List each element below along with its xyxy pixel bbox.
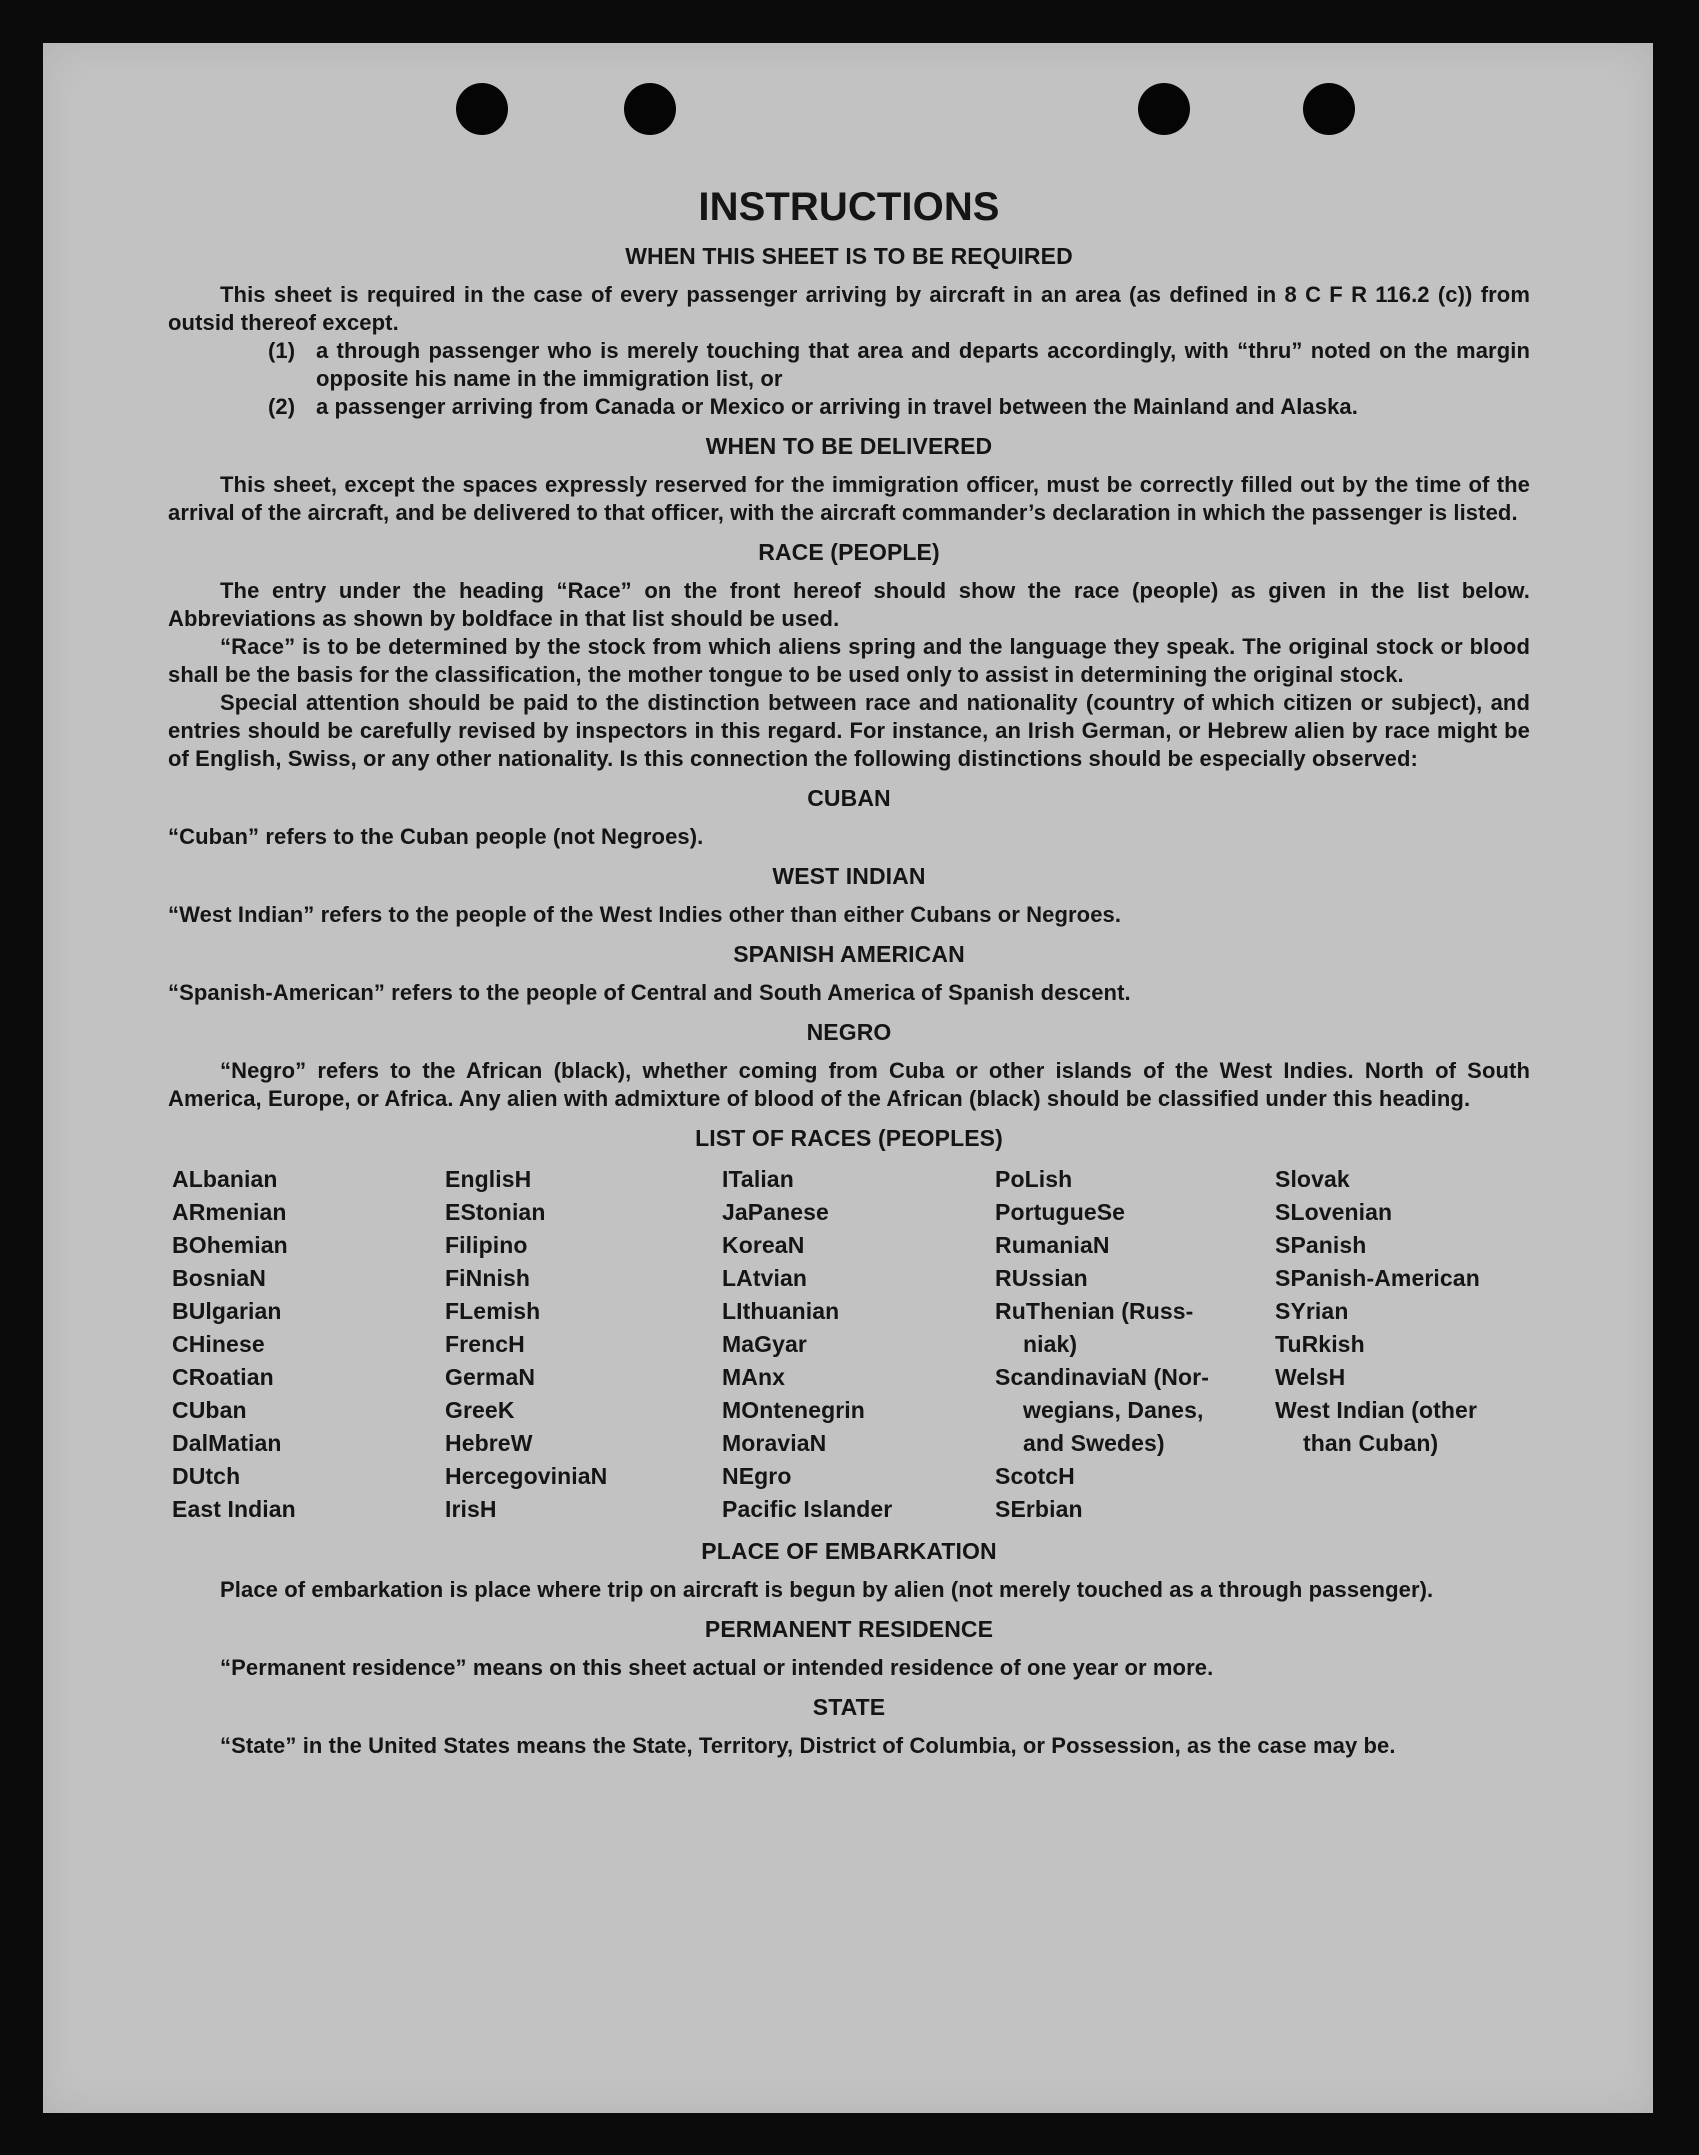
- race-entry: IrisH: [445, 1496, 497, 1522]
- race-entry: niak): [1023, 1331, 1078, 1357]
- races-column: [995, 1163, 1275, 1526]
- when-delivered-text: This sheet, except the spaces expressly reserved for the immigration officer, must be correctly filled out by the time of the arrival of the aircraft, and be delivered to that officer, with the aircraft commander’s declaration in which the passenger is listed.: [168, 472, 1530, 525]
- race-entry: MOntenegrin: [722, 1397, 865, 1423]
- race-entry: ScandinaviaN (Nor-: [995, 1364, 1209, 1390]
- races-column: [722, 1163, 995, 1526]
- race-entry: PortugueSe: [995, 1199, 1126, 1225]
- race-entry: LIthuanian: [722, 1298, 840, 1324]
- heading-when-required: WHEN THIS SHEET IS TO BE REQUIRED: [625, 243, 1073, 269]
- exception-item: [268, 337, 1530, 393]
- race-entry: EnglisH: [445, 1166, 532, 1192]
- heading-when-delivered: WHEN TO BE DELIVERED: [705, 433, 993, 459]
- heading-permanent-residence: PERMANENT RESIDENCE: [704, 1616, 994, 1642]
- race-entry: SYrian: [1275, 1298, 1349, 1324]
- punch-hole: [624, 83, 676, 135]
- race-entry: FLemish: [445, 1298, 541, 1324]
- race-entry: SLovenian: [1275, 1199, 1393, 1225]
- west-indian-text: “West Indian” refers to the people of the West Indies other than either Cubans or Negroes.: [168, 902, 1122, 927]
- race-entry: Filipino: [445, 1232, 528, 1258]
- race-entry: FiNnish: [445, 1265, 531, 1291]
- race-entry: TuRkish: [1275, 1331, 1365, 1357]
- race-entry: PoLish: [995, 1166, 1073, 1192]
- punch-hole: [1303, 83, 1355, 135]
- race-entry: MAnx: [722, 1364, 786, 1390]
- exception-text: a through passenger who is merely touching that area and departs accordingly, with “thru” noted on the margin opposite his name in the immigration list, or: [316, 338, 1530, 391]
- race-entry: East Indian: [172, 1496, 296, 1522]
- race-entry: CUban: [172, 1397, 247, 1423]
- race-entry: DalMatian: [172, 1430, 282, 1456]
- race-entry: SPanish: [1275, 1232, 1367, 1258]
- race-entry: GermaN: [445, 1364, 536, 1390]
- race-entry: LAtvian: [722, 1265, 808, 1291]
- exception-text: a passenger arriving from Canada or Mexico or arriving in travel between the Mainland and Alaska.: [316, 394, 1358, 419]
- race-entry: CHinese: [172, 1331, 265, 1357]
- negro-text: “Negro” refers to the African (black), whether coming from Cuba or other islands of the West Indies. North of South America, Europe, or Africa. Any alien with admixture of blood of the African (black) should be classified under this heading.: [168, 1058, 1530, 1111]
- race-entry: RuThenian (Russ-: [995, 1298, 1194, 1324]
- race-paragraph: Special attention should be paid to the distinction between race and nationality (country of which citizen or subject), and entries should be carefully revised by inspectors in this regard. For instance, an Irish German, or Hebrew alien by race might be of English, Swiss, or any other nationality. Is this connection the following distinctions should be especially observed:: [168, 690, 1530, 771]
- heading-race: RACE (PEOPLE): [758, 539, 940, 565]
- races-column: [445, 1163, 722, 1526]
- race-entry: wegians, Danes,: [1023, 1397, 1204, 1423]
- races-column: [1275, 1163, 1534, 1526]
- heading-spanish-american: SPANISH AMERICAN: [733, 941, 965, 967]
- exception-number: (1): [268, 338, 296, 363]
- race-entry: ITalian: [722, 1166, 794, 1192]
- state-text: “State” in the United States means the State, Territory, District of Columbia, or Possession, as the case may be.: [220, 1733, 1396, 1758]
- document-sheet: [43, 43, 1653, 2113]
- race-paragraph: “Race” is to be determined by the stock from which aliens spring and the language they speak. The original stock or blood shall be the basis for the classification, the mother tongue to be used only to assist in determining the original stock.: [168, 634, 1530, 687]
- race-entry: Pacific Islander: [722, 1496, 893, 1522]
- race-entry: RUssian: [995, 1265, 1088, 1291]
- race-entry: NEgro: [722, 1463, 792, 1489]
- exception-number: (2): [268, 394, 296, 419]
- race-entry: SPanish-American: [1275, 1265, 1480, 1291]
- race-entry: ALbanian: [172, 1166, 278, 1192]
- exception-item: [268, 393, 1530, 421]
- race-entry: HebreW: [445, 1430, 533, 1456]
- page-title: INSTRUCTIONS: [698, 185, 1000, 229]
- spanish-american-text: “Spanish-American” refers to the people of Central and South America of Spanish descent.: [168, 980, 1131, 1005]
- race-entry: FrencH: [445, 1331, 525, 1357]
- race-entry: SErbian: [995, 1496, 1083, 1522]
- race-entry: MoraviaN: [722, 1430, 827, 1456]
- heading-west-indian: WEST INDIAN: [772, 863, 926, 889]
- heading-state: STATE: [812, 1694, 886, 1720]
- cuban-text: “Cuban” refers to the Cuban people (not Negroes).: [168, 824, 704, 849]
- race-entry: BUlgarian: [172, 1298, 282, 1324]
- race-entry: West Indian (other: [1275, 1397, 1477, 1423]
- race-entry: than Cuban): [1303, 1430, 1439, 1456]
- races-column: [172, 1163, 445, 1526]
- race-entry: KoreaN: [722, 1232, 805, 1258]
- race-entry: GreeK: [445, 1397, 515, 1423]
- heading-cuban: CUBAN: [807, 785, 891, 811]
- when-required-intro: This sheet is required in the case of every passenger arriving by aircraft in an area (as defined in 8 C F R 116.2 (c)) from outsid thereof except.: [168, 282, 1530, 335]
- heading-negro: NEGRO: [806, 1019, 892, 1045]
- race-entry: and Swedes): [1023, 1430, 1165, 1456]
- race-entry: DUtch: [172, 1463, 241, 1489]
- race-entry: JaPanese: [722, 1199, 829, 1225]
- residence-text: “Permanent residence” means on this sheet actual or intended residence of one year or more.: [220, 1655, 1214, 1680]
- instructions-body: [168, 143, 1530, 1760]
- race-paragraph: The entry under the heading “Race” on the front hereof should show the race (people) as given in the list below. Abbreviations as shown by boldface in that list should be used.: [168, 578, 1530, 631]
- race-entry: Slovak: [1275, 1166, 1350, 1192]
- race-entry: RumaniaN: [995, 1232, 1110, 1258]
- race-entry: ScotcH: [995, 1463, 1075, 1489]
- punch-hole: [456, 83, 508, 135]
- race-entry: MaGyar: [722, 1331, 807, 1357]
- race-entry: EStonian: [445, 1199, 546, 1225]
- punch-hole: [1138, 83, 1190, 135]
- race-entry: BosniaN: [172, 1265, 266, 1291]
- race-entry: BOhemian: [172, 1232, 288, 1258]
- race-entry: HercegoviniaN: [445, 1463, 608, 1489]
- race-entry: CRoatian: [172, 1364, 274, 1390]
- races-list: [172, 1163, 1530, 1526]
- race-entry: WelsH: [1275, 1364, 1346, 1390]
- heading-embarkation: PLACE OF EMBARKATION: [701, 1538, 997, 1564]
- embarkation-text: Place of embarkation is place where trip on aircraft is begun by alien (not merely touched as a through passenger).: [220, 1577, 1434, 1602]
- race-entry: ARmenian: [172, 1199, 287, 1225]
- heading-list-of-races: LIST OF RACES (PEOPLES): [695, 1125, 1003, 1151]
